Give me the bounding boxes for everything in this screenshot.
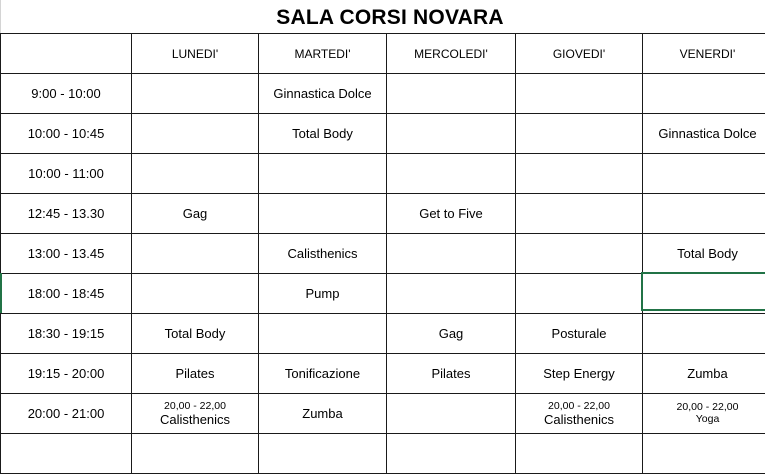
class-cell-martedi[interactable]: Pump	[259, 274, 387, 314]
class-cell-venerdi[interactable]	[643, 394, 765, 434]
class-cell-giovedi[interactable]	[516, 274, 643, 314]
time-slot-cell[interactable]	[1, 434, 132, 474]
class-cell-mercoledi[interactable]	[387, 434, 516, 474]
class-cell-lunedi[interactable]: Pilates	[132, 354, 259, 394]
time-slot-cell[interactable]: 19:15 - 20:00	[1, 354, 132, 394]
class-cell-martedi[interactable]: Zumba	[259, 394, 387, 434]
selected-row-marker	[0, 273, 2, 313]
page-title[interactable]: SALA CORSI NOVARA	[130, 4, 650, 32]
schedule-row	[1, 274, 765, 314]
time-slot-cell[interactable]: 20:00 - 21:00	[1, 394, 132, 434]
class-cell-lunedi[interactable]	[132, 114, 259, 154]
schedule-row	[1, 194, 765, 234]
class-cell-lunedi[interactable]: Total Body	[132, 314, 259, 354]
schedule-grid	[0, 33, 765, 474]
class-cell-giovedi[interactable]	[516, 234, 643, 274]
class-cell-martedi[interactable]	[259, 314, 387, 354]
class-cell-venerdi[interactable]	[643, 434, 765, 474]
schedule-row	[1, 74, 765, 114]
class-cell-mercoledi[interactable]	[387, 114, 516, 154]
schedule-row	[1, 434, 765, 474]
class-cell-venerdi[interactable]: Total Body	[643, 234, 765, 274]
class-cell-venerdi[interactable]	[643, 274, 765, 314]
class-name: Calisthenics	[516, 412, 642, 428]
class-cell-giovedi[interactable]	[516, 434, 643, 474]
corner-cell[interactable]	[1, 34, 132, 74]
class-cell-lunedi[interactable]	[132, 74, 259, 114]
header-row	[1, 34, 765, 74]
schedule-row	[1, 114, 765, 154]
schedule-row	[1, 354, 765, 394]
class-time-range: 20,00 - 22,00	[643, 401, 765, 413]
schedule-row	[1, 154, 765, 194]
class-cell-mercoledi[interactable]	[387, 154, 516, 194]
time-slot-cell[interactable]: 13:00 - 13.45	[1, 234, 132, 274]
class-cell-lunedi[interactable]: Gag	[132, 194, 259, 234]
class-cell-mercoledi[interactable]	[387, 74, 516, 114]
time-slot-cell[interactable]: 10:00 - 11:00	[1, 154, 132, 194]
class-cell-giovedi[interactable]: Step Energy	[516, 354, 643, 394]
class-cell-lunedi[interactable]	[132, 394, 259, 434]
day-header-giovedi[interactable]: GIOVEDI'	[516, 34, 643, 74]
class-cell-martedi[interactable]	[259, 154, 387, 194]
schedule-row	[1, 394, 765, 434]
class-cell-lunedi[interactable]	[132, 434, 259, 474]
class-cell-martedi[interactable]: Calisthenics	[259, 234, 387, 274]
time-slot-cell[interactable]: 10:00 - 10:45	[1, 114, 132, 154]
day-header-venerdi[interactable]: VENERDI'	[643, 34, 765, 74]
class-cell-giovedi[interactable]	[516, 74, 643, 114]
class-cell-venerdi[interactable]	[643, 314, 765, 354]
class-cell-mercoledi[interactable]: Get to Five	[387, 194, 516, 234]
class-cell-lunedi[interactable]	[132, 154, 259, 194]
schedule-row	[1, 314, 765, 354]
class-cell-martedi[interactable]	[259, 434, 387, 474]
class-cell-venerdi[interactable]	[643, 154, 765, 194]
class-time-range: 20,00 - 22,00	[516, 400, 642, 412]
time-slot-cell[interactable]: 12:45 - 13.30	[1, 194, 132, 234]
class-cell-giovedi[interactable]	[516, 114, 643, 154]
class-cell-martedi[interactable]: Tonificazione	[259, 354, 387, 394]
class-cell-venerdi[interactable]	[643, 194, 765, 234]
class-cell-mercoledi[interactable]	[387, 394, 516, 434]
day-header-mercoledi[interactable]: MERCOLEDI'	[387, 34, 516, 74]
class-cell-martedi[interactable]: Ginnastica Dolce	[259, 74, 387, 114]
class-cell-lunedi[interactable]	[132, 234, 259, 274]
class-cell-mercoledi[interactable]: Pilates	[387, 354, 516, 394]
time-slot-cell[interactable]: 9:00 - 10:00	[1, 74, 132, 114]
class-cell-venerdi[interactable]: Ginnastica Dolce	[643, 114, 765, 154]
class-cell-giovedi[interactable]	[516, 194, 643, 234]
class-time-range: 20,00 - 22,00	[132, 400, 258, 412]
schedule-row	[1, 234, 765, 274]
class-cell-giovedi[interactable]	[516, 394, 643, 434]
class-cell-mercoledi[interactable]	[387, 274, 516, 314]
class-cell-mercoledi[interactable]: Gag	[387, 314, 516, 354]
class-name: Yoga	[643, 413, 765, 426]
day-header-martedi[interactable]: MARTEDI'	[259, 34, 387, 74]
class-cell-lunedi[interactable]	[132, 274, 259, 314]
day-header-lunedi[interactable]: LUNEDI'	[132, 34, 259, 74]
class-cell-giovedi[interactable]	[516, 154, 643, 194]
class-cell-mercoledi[interactable]	[387, 234, 516, 274]
class-cell-venerdi[interactable]: Zumba	[643, 354, 765, 394]
time-slot-cell[interactable]: 18:00 - 18:45	[1, 274, 132, 314]
class-name: Calisthenics	[132, 412, 258, 428]
class-cell-giovedi[interactable]: Posturale	[516, 314, 643, 354]
time-slot-cell[interactable]: 18:30 - 19:15	[1, 314, 132, 354]
class-cell-venerdi[interactable]	[643, 74, 765, 114]
class-cell-martedi[interactable]: Total Body	[259, 114, 387, 154]
class-cell-martedi[interactable]	[259, 194, 387, 234]
